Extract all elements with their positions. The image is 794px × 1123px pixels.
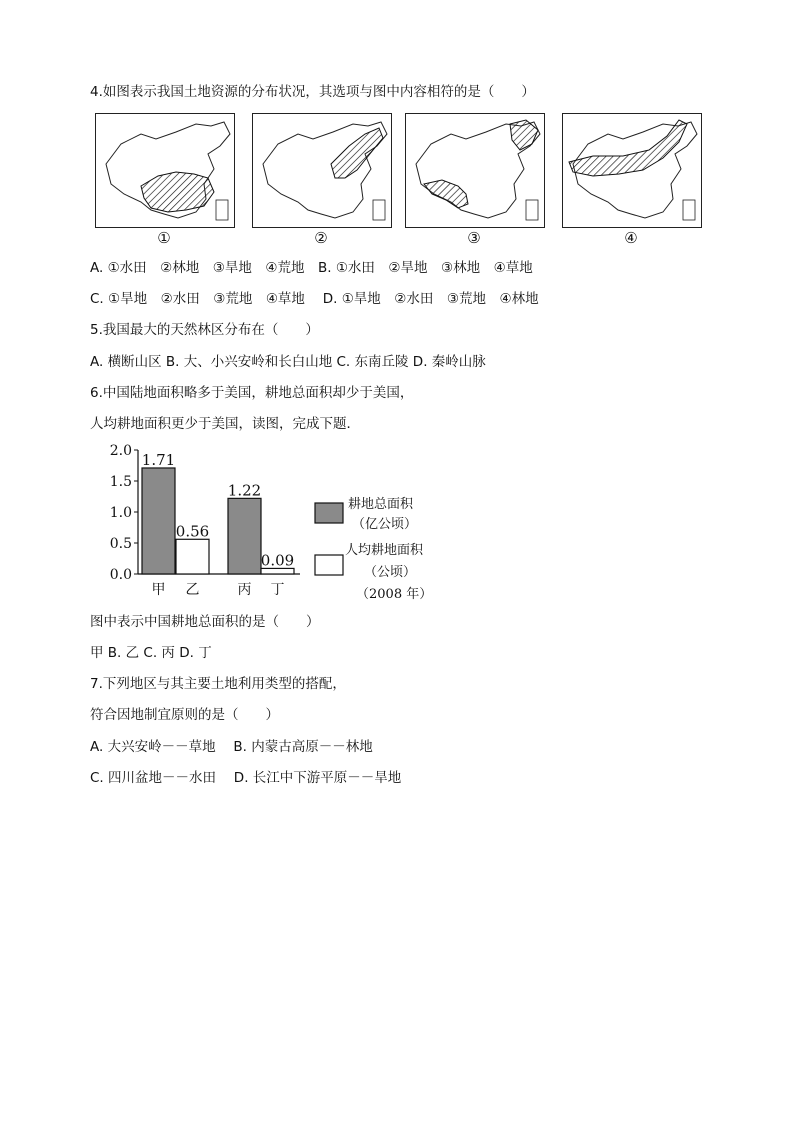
q4-stem: 4.如图表示我国土地资源的分布状况，其选项与图中内容相符的是（ ） [90,84,535,100]
china-map-2 [253,114,391,227]
x-category-label: 甲 [151,582,166,598]
china-map-4 [563,114,701,227]
q6-stem-line-2: 人均耕地面积更少于美国，读图，完成下题． [90,416,360,432]
map-3-label: ③ [467,229,481,247]
legend-white-label-1: 人均耕地面积 [345,543,424,558]
q4-options-line-1: A. ①水田 ②林地 ③旱地 ④荒地 B. ①水田 ②旱地 ③林地 ④草地 [90,260,533,276]
q5-stem: 5.我国最大的天然林区分布在（ ） [90,322,319,338]
q5-options: A. 横断山区 B. 大、小兴安岭和长白山地 C. 东南丘陵 D. 秦岭山脉 [90,354,486,370]
y-tick-label: 1.0 [109,505,132,521]
legend-swatch-gray [315,503,343,523]
bar-3 [228,498,261,574]
chart-svg [100,440,460,608]
bar-value-label: 1.71 [141,450,176,469]
y-tick-label: 1.5 [109,474,132,490]
q4-maps [95,113,705,248]
bar-1 [142,468,175,574]
map-1 [95,113,235,228]
map-4-label: ④ [624,229,638,247]
bar-value-label: 0.56 [175,522,210,541]
x-category-label: 丙 [237,582,252,598]
map-1-label: ① [157,229,171,247]
farmland-bar-chart [100,440,460,608]
q7-options-line-1: A. 大兴安岭－－草地 B. 内蒙古高原－－林地 [90,739,373,755]
q7-options-line-2: C. 四川盆地－－水田 D. 长江中下游平原－－旱地 [90,770,402,786]
y-tick-label: 0.0 [109,567,132,583]
y-tick-label: 0.5 [109,536,132,552]
map-2 [252,113,392,228]
map-2-label: ② [314,229,328,247]
legend-swatch-white [315,555,343,575]
legend-year-note: （2008 年） [356,587,433,602]
y-tick-label: 2.0 [109,443,132,459]
x-category-label: 乙 [185,582,200,598]
legend-gray-label-2: （亿公顷） [352,517,418,532]
q7-stem-line-1: 7.下列地区与其主要土地利用类型的搭配， [90,676,346,692]
q7-stem-line-2: 符合因地制宜原则的是（ ） [90,707,279,723]
q4-options-line-2: C. ①旱地 ②水田 ③荒地 ④草地 D. ①旱地 ②水田 ③荒地 ④林地 [90,291,539,307]
bar-value-label: 1.22 [227,481,262,500]
legend-gray-label-1: 耕地总面积 [348,497,414,512]
bar-value-label: 0.09 [260,551,295,570]
legend-white-label-2: （公顷） [364,565,417,580]
q6-stem-line-1: 6.中国陆地面积略多于美国，耕地总面积却少于美国， [90,385,414,401]
q6-question: 图中表示中国耕地总面积的是（ ） [90,614,320,630]
q6-options: 甲 B. 乙 C. 丙 D. 丁 [90,645,212,661]
china-map-1 [96,114,234,227]
x-category-label: 丁 [270,582,285,598]
map-4 [562,113,702,228]
map-3 [405,113,545,228]
china-map-3 [406,114,544,227]
bar-2 [176,539,209,574]
